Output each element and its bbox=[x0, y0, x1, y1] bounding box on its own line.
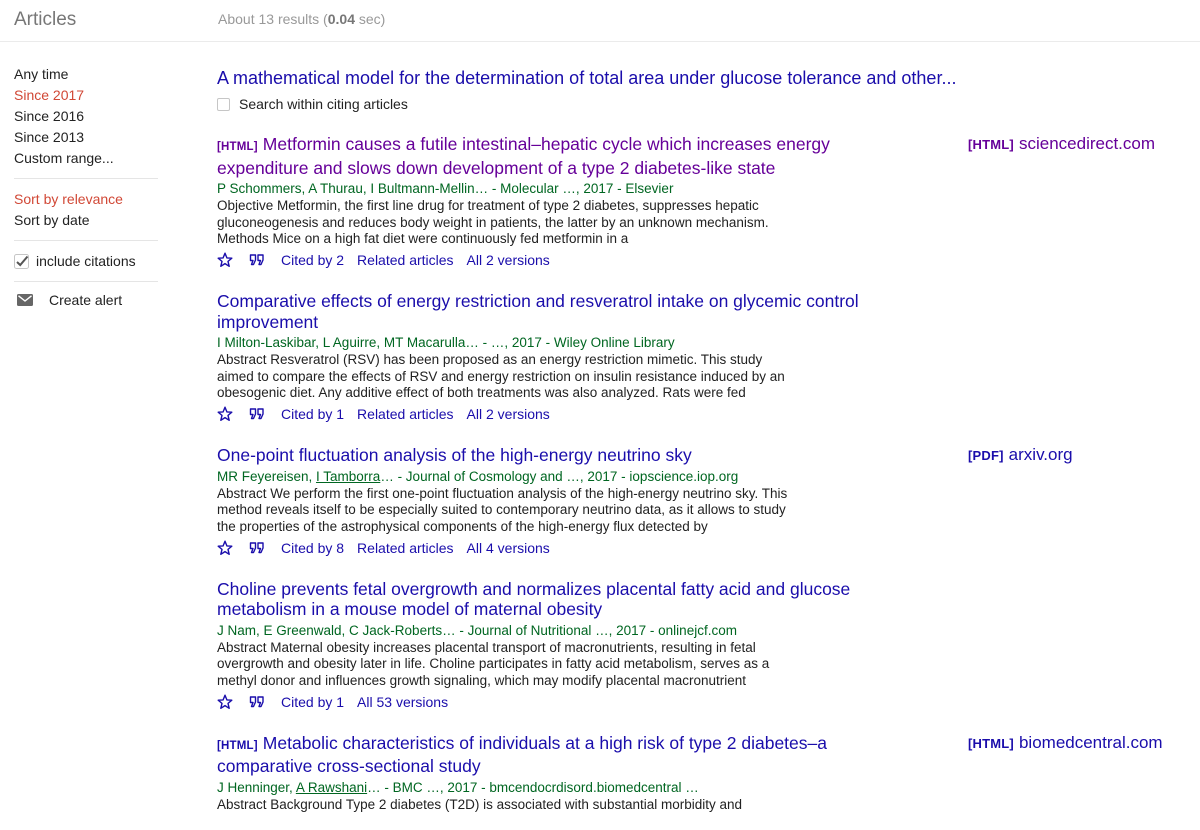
result-title-text: Choline prevents fetal overgrowth and normalizes placental fatty acid and glucose metabolism in a mouse model of maternal obesity bbox=[217, 578, 851, 619]
fulltext-format-tag: [PDF] bbox=[968, 448, 1004, 463]
search-within-citing-label: Search within citing articles bbox=[239, 96, 408, 112]
result-action-link[interactable]: All 4 versions bbox=[466, 539, 550, 556]
result-action-link[interactable]: Cited by 1 bbox=[281, 406, 345, 422]
result-meta bbox=[217, 778, 1192, 797]
time-filter-item[interactable]: Since 2013 bbox=[14, 129, 85, 145]
result-action-link[interactable]: Related articles bbox=[357, 539, 454, 556]
result-authors: I Milton-Laskibar, L Aguirre, MT Macarulla… bbox=[217, 335, 479, 350]
quote-icon[interactable] bbox=[249, 252, 265, 268]
result-authors: J Nam, E Greenwald, C Jack-Roberts… bbox=[217, 622, 456, 638]
fulltext-link[interactable] bbox=[968, 733, 1163, 754]
result-title-text: Metformin causes a futile intestinal–hepatic cycle which increases energy expenditure and slows down development of a type 2 diabetes-like state bbox=[217, 134, 830, 178]
result-action-link[interactable]: All 2 versions bbox=[466, 252, 550, 268]
results-main bbox=[217, 66, 1192, 830]
result-title-link[interactable] bbox=[217, 579, 877, 620]
top-bar bbox=[0, 0, 1200, 42]
result-title-text: Metabolic characteristics of individuals at a high risk of type 2 diabetes–a comparative cross-sectional study bbox=[217, 732, 827, 776]
sort-option-item[interactable]: Sort by relevance bbox=[14, 191, 123, 207]
divider bbox=[14, 178, 158, 179]
cited-article-title[interactable]: A mathematical model for the determination of total area under glucose tolerance and other... bbox=[217, 68, 957, 88]
create-alert-button[interactable] bbox=[14, 292, 158, 308]
search-result bbox=[217, 733, 1192, 830]
result-actions bbox=[217, 251, 1192, 269]
result-meta bbox=[217, 179, 1192, 198]
quote-icon[interactable] bbox=[249, 540, 265, 556]
result-title-link[interactable] bbox=[217, 134, 877, 178]
time-filter-item[interactable]: Since 2016 bbox=[14, 108, 85, 124]
result-venue: … - Journal of Cosmology and …, 2017 - iopscience.iop.org bbox=[380, 468, 739, 484]
section-title: Articles bbox=[14, 9, 77, 30]
format-tag: [HTML] bbox=[217, 739, 258, 752]
result-actions bbox=[217, 405, 1192, 423]
divider bbox=[14, 281, 158, 282]
result-action-link[interactable]: Related articles bbox=[357, 252, 454, 268]
result-venue: - Molecular …, 2017 - Elsevier bbox=[488, 181, 674, 196]
include-citations-toggle[interactable] bbox=[14, 251, 158, 272]
fulltext-source: arxiv.org bbox=[1008, 445, 1073, 464]
search-result bbox=[217, 134, 1192, 269]
star-outline-icon[interactable] bbox=[217, 694, 233, 710]
fulltext-source: sciencedirect.com bbox=[1018, 134, 1156, 153]
result-stats: About 13 results (0.04 sec) bbox=[218, 11, 386, 27]
include-citations-label: include citations bbox=[36, 253, 136, 269]
result-action-link[interactable]: All 2 versions bbox=[466, 406, 550, 422]
search-within-citing-toggle[interactable] bbox=[217, 96, 1192, 112]
result-action-link[interactable]: Cited by 8 bbox=[281, 539, 345, 556]
result-snippet: Abstract Maternal obesity increases placental transport of macronutrients, resulting in fetal overgrowth and obesity later in life. Choline participates in fatty acid metabolism, serves as a methyl donor and influences growth signaling, which may modify placental macronutrient bbox=[217, 639, 770, 688]
result-meta bbox=[217, 621, 1192, 640]
result-authors: P Schommers, A Thurau, I Bultmann-Mellin… bbox=[217, 181, 489, 196]
result-title-link[interactable] bbox=[217, 733, 877, 777]
create-alert-label: Create alert bbox=[49, 292, 123, 308]
result-action-link[interactable]: All 53 versions bbox=[357, 693, 449, 710]
time-filter-item[interactable]: Any time bbox=[14, 66, 69, 82]
result-title-text: One-point fluctuation analysis of the high-energy neutrino sky bbox=[217, 445, 692, 465]
divider bbox=[14, 240, 158, 241]
result-title-text: Comparative effects of energy restriction and resveratrol intake on glycemic control improvement bbox=[217, 291, 859, 332]
result-actions bbox=[217, 693, 1192, 711]
search-result bbox=[217, 445, 1192, 557]
result-meta bbox=[217, 467, 1192, 486]
result-action-link[interactable]: Related articles bbox=[357, 406, 454, 422]
result-authors: J Henninger, bbox=[217, 779, 296, 795]
search-result bbox=[217, 291, 1192, 423]
result-action-link[interactable]: Cited by 2 bbox=[281, 252, 345, 268]
result-snippet: Abstract Resveratrol (RSV) has been proposed as an energy restriction mimetic. This study aimed to compare the effects of RSV and energy restriction on insulin resistance induced by an obesogenic diet. Any additive effect of both treatments was also analyzed. Rats were fed bbox=[217, 352, 785, 400]
result-snippet: Abstract Background Type 2 diabetes (T2D) is associated with substantial morbidity and bbox=[217, 796, 743, 812]
time-filter-item[interactable]: Custom range... bbox=[14, 150, 114, 166]
sort-option-list bbox=[14, 189, 158, 231]
sidebar bbox=[14, 64, 158, 308]
sort-option-item[interactable]: Sort by date bbox=[14, 212, 90, 228]
result-venue: … - BMC …, 2017 - bmcendocrdisord.biomedcentral … bbox=[367, 779, 699, 795]
result-venue: - …, 2017 - Wiley Online Library bbox=[478, 335, 675, 350]
result-meta bbox=[217, 333, 1192, 352]
star-outline-icon[interactable] bbox=[217, 540, 233, 556]
time-filter-item[interactable]: Since 2017 bbox=[14, 87, 85, 103]
fulltext-source: biomedcentral.com bbox=[1018, 732, 1163, 752]
time-filter-list bbox=[14, 64, 158, 169]
result-snippet: Objective Metformin, the first line drug for treatment of type 2 diabetes, suppresses hepatic gluconeogenesis and reduces body weight in patients, the latter by an unknown mechanism. Methods Mice on a high fat diet were continuously fed metformin in a bbox=[217, 198, 769, 246]
result-venue: - Journal of Nutritional …, 2017 - onlinejcf.com bbox=[455, 622, 737, 638]
fulltext-link[interactable] bbox=[968, 134, 1155, 155]
result-title-link[interactable] bbox=[217, 291, 877, 332]
search-result bbox=[217, 579, 1192, 711]
result-action-link[interactable]: Cited by 1 bbox=[281, 693, 345, 710]
result-authors: MR Feyereisen, bbox=[217, 468, 317, 484]
author-profile-link[interactable]: I Tamborra bbox=[316, 468, 381, 484]
star-outline-icon[interactable] bbox=[217, 406, 233, 422]
author-profile-link[interactable]: A Rawshani bbox=[295, 779, 368, 795]
fulltext-format-tag: [HTML] bbox=[968, 137, 1014, 152]
result-title-link[interactable] bbox=[217, 445, 877, 466]
quote-icon[interactable] bbox=[249, 406, 265, 422]
checkbox[interactable] bbox=[217, 98, 230, 111]
envelope-icon bbox=[17, 294, 33, 306]
fulltext-format-tag: [HTML] bbox=[968, 735, 1014, 751]
format-tag: [HTML] bbox=[217, 141, 258, 153]
quote-icon[interactable] bbox=[249, 694, 265, 710]
result-actions bbox=[217, 539, 1192, 557]
result-snippet: Abstract We perform the first one-point fluctuation analysis of the high-energy neutrino sky. This method reveals itself to be especially suited to contemporary neutrino data, as it allows to study the properties of the astrophysical components of the high-energy flux detected by bbox=[217, 485, 788, 534]
result-list bbox=[217, 134, 1192, 830]
fulltext-link[interactable] bbox=[968, 445, 1073, 466]
star-outline-icon[interactable] bbox=[217, 252, 233, 268]
checkmark-icon bbox=[14, 254, 29, 269]
